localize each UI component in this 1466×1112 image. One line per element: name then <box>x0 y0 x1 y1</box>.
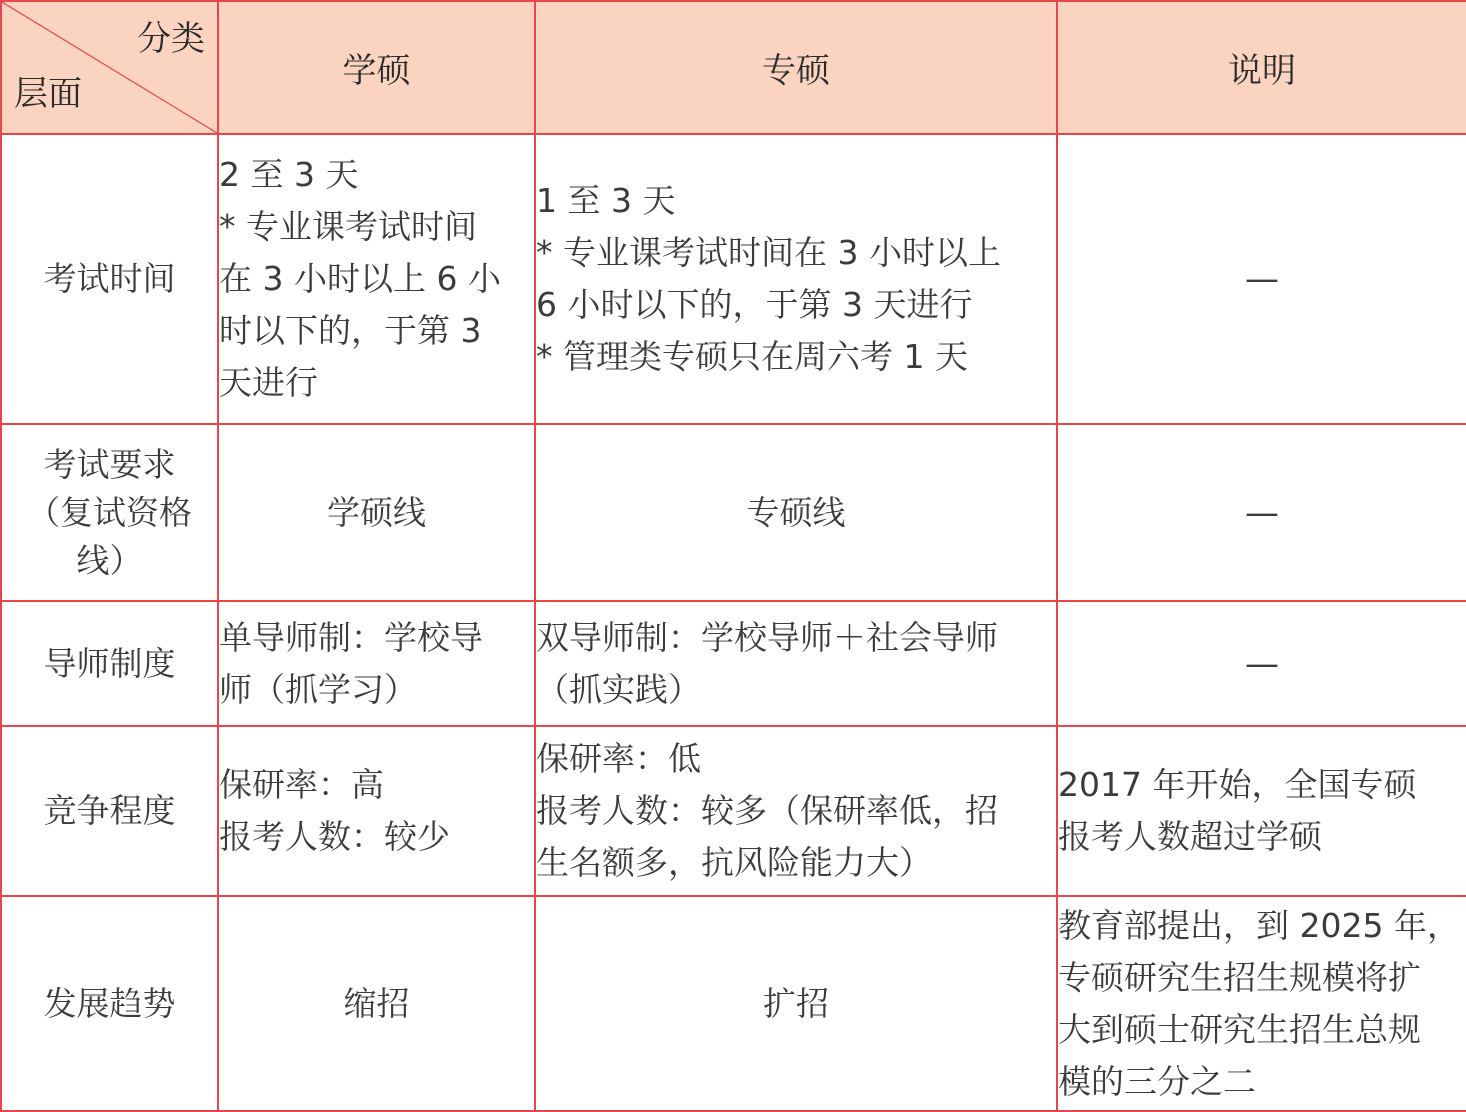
cell-text-line: * 专业课考试时间在 3 小时以上 <box>536 233 1001 272</box>
cell-text-line: 时以下的，于第 3 <box>219 311 482 350</box>
zhuanshuo-cell <box>535 424 1057 601</box>
zhuanshuo-cell <box>535 601 1057 726</box>
cell-text-line: 扩招 <box>763 983 829 1023</box>
empty-dash: — <box>1245 492 1279 533</box>
note-cell <box>1057 601 1466 726</box>
cell-text-line: 师（抓学习） <box>219 669 417 709</box>
cell-text-line: 报考人数：较多（保研率低，招 <box>536 791 998 830</box>
cell-text-line: 2 至 3 天 <box>219 155 359 194</box>
cell-text-line: 发展趋势 <box>43 983 176 1023</box>
cell-text-line: 生名额多，抗风险能力大） <box>536 843 932 882</box>
zhuanshuo-cell <box>535 134 1057 424</box>
xueshuo-cell <box>218 726 535 896</box>
cell-text-line: 教育部提出，到 2025 年， <box>1058 905 1460 945</box>
cell-text-line: 专硕线 <box>746 492 846 532</box>
column-header-note: 说明 <box>1057 1 1466 134</box>
table-body <box>1 134 1466 1111</box>
cell-text-line: 天进行 <box>219 363 318 402</box>
cell-text-line: 保研率：高 <box>219 765 384 804</box>
note-cell <box>1057 134 1466 424</box>
diagonal-header-cell <box>1 1 218 134</box>
cell-text-line: 线） <box>76 540 143 580</box>
cell-text-line: 导师制度 <box>43 643 176 683</box>
zhuanshuo-cell <box>535 726 1057 896</box>
row-label <box>1 896 218 1111</box>
table-row <box>1 601 1466 726</box>
cell-text-line: 双导师制：学校导师＋社会导师 <box>536 617 998 657</box>
cell-text-line: （复试资格 <box>27 492 192 532</box>
cell-text-line: 缩招 <box>343 983 410 1023</box>
cell-text-line: 报考人数：较少 <box>219 817 450 856</box>
cell-text-line: * 管理类专硕只在周六考 1 天 <box>536 337 968 376</box>
empty-dash: — <box>1245 259 1279 299</box>
xueshuo-cell <box>218 424 535 601</box>
cell-text-line: 1 至 3 天 <box>536 181 676 220</box>
row-label <box>1 726 218 896</box>
note-cell <box>1057 424 1466 601</box>
cell-text-line: 学硕线 <box>327 492 426 532</box>
cell-text-line: 竞争程度 <box>43 791 176 830</box>
table-row <box>1 134 1466 424</box>
cell-text-line: 保研率：低 <box>536 739 701 778</box>
row-label <box>1 134 218 424</box>
table-row <box>1 424 1466 601</box>
cell-text-line: 专硕研究生招生规模将扩 <box>1058 957 1421 997</box>
cell-text-line: 考试要求 <box>43 444 176 484</box>
column-header-zhuanshuo: 专硕 <box>535 1 1057 134</box>
cell-text-line: 2017 年开始，全国专硕 <box>1058 765 1417 804</box>
empty-dash: — <box>1245 643 1279 684</box>
cell-text-line: * 专业课考试时间 <box>219 207 477 246</box>
column-header-xueshuo: 学硕 <box>218 1 535 134</box>
header-row <box>1 1 1466 134</box>
table-row <box>1 896 1466 1111</box>
table-row <box>1 726 1466 896</box>
cell-text-line: 报考人数超过学硕 <box>1058 817 1322 856</box>
corner-label-category: 分类 <box>137 19 205 59</box>
xueshuo-cell <box>218 134 535 424</box>
zhuanshuo-cell <box>535 896 1057 1111</box>
xueshuo-cell <box>218 601 535 726</box>
cell-text-line: 考试时间 <box>43 259 176 298</box>
note-cell <box>1057 726 1466 896</box>
cell-text-line: 单导师制：学校导 <box>219 617 483 657</box>
xueshuo-cell <box>218 896 535 1111</box>
cell-text-line: 6 小时以下的，于第 3 天进行 <box>536 285 973 324</box>
cell-text-line: （抓实践） <box>536 669 701 709</box>
row-label <box>1 601 218 726</box>
cell-text-line: 模的三分之二 <box>1058 1061 1256 1101</box>
row-label <box>1 424 218 601</box>
corner-label-level: 层面 <box>14 74 82 114</box>
note-cell <box>1057 896 1466 1111</box>
cell-text-line: 在 3 小时以上 6 小 <box>219 259 501 298</box>
cell-text-line: 大到硕士研究生招生总规 <box>1058 1009 1421 1049</box>
